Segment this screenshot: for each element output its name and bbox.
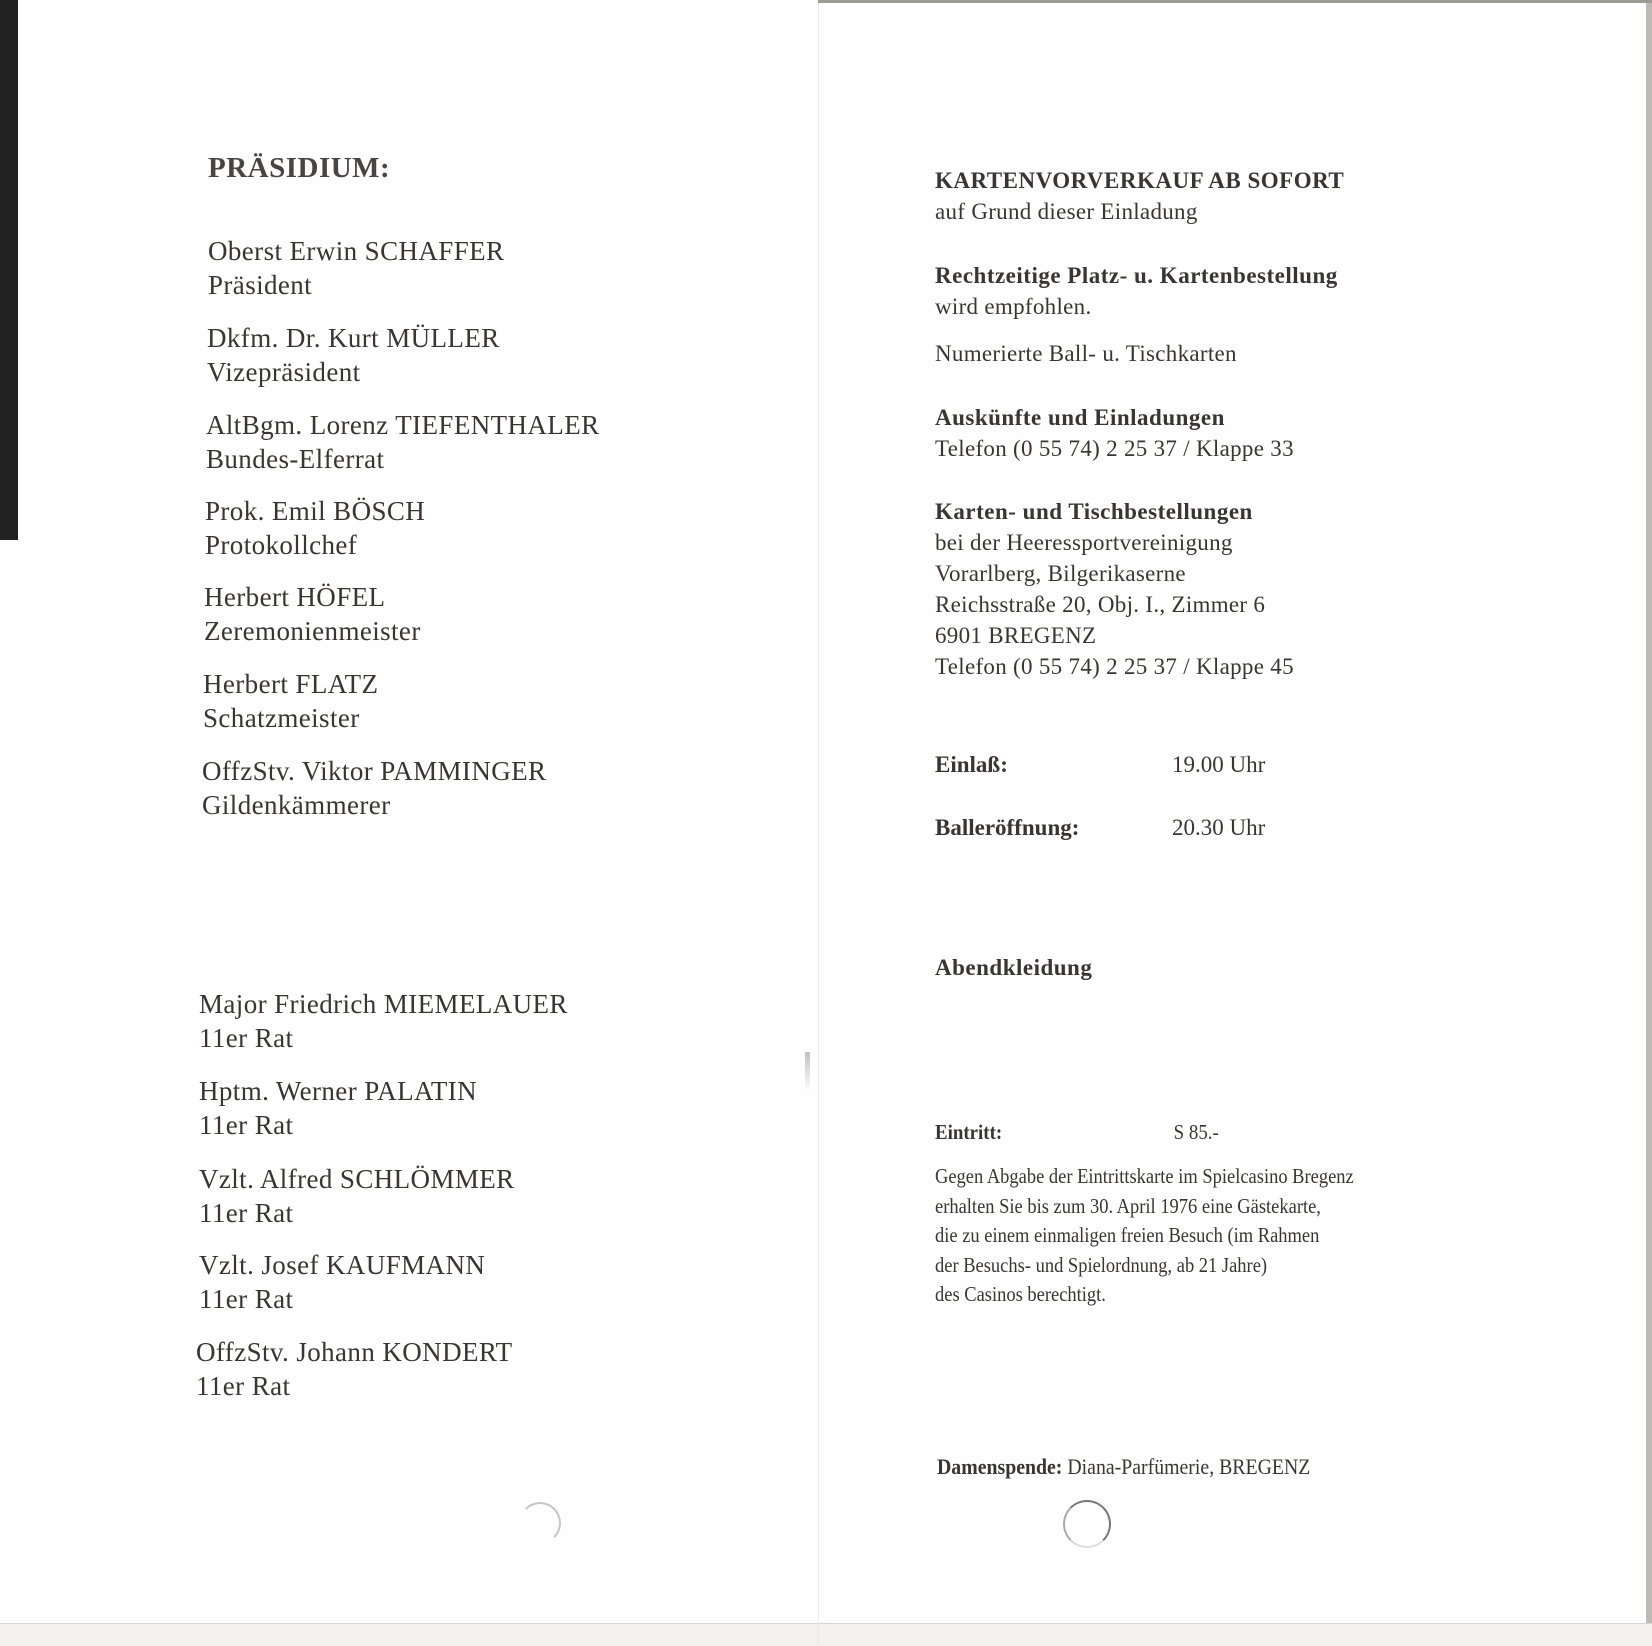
council-member xyxy=(199,1248,485,1316)
fold-line xyxy=(818,0,819,1646)
booking-heading: Rechtzeitige Platz- u. Kartenbestellung xyxy=(935,263,1338,288)
presidium-member xyxy=(208,234,504,302)
member-role: 11er Rat xyxy=(199,1023,294,1053)
orders-line: Telefon (0 55 74) 2 25 37 / Klappe 45 xyxy=(935,654,1294,679)
top-shadow xyxy=(818,0,1652,3)
info-phone: Telefon (0 55 74) 2 25 37 / Klappe 33 xyxy=(935,436,1294,461)
casino-line: der Besuchs- und Spielordnung, ab 21 Jahre) xyxy=(935,1252,1268,1277)
casino-line: die zu einem einmaligen freien Besuch (im Rahmen xyxy=(935,1223,1320,1247)
paper-speck xyxy=(805,1052,810,1092)
member-role: 11er Rat xyxy=(196,1371,291,1401)
member-role: Protokollchef xyxy=(205,530,358,560)
entry-time-value: 19.00 Uhr xyxy=(1172,752,1266,777)
punch-hole-right xyxy=(1063,1500,1111,1548)
scan-edge-left xyxy=(0,0,18,540)
orders-line: 6901 BREGENZ xyxy=(935,623,1097,648)
numbered-tickets xyxy=(935,338,1237,369)
member-role: Gildenkämmerer xyxy=(202,790,391,820)
ladies-gift-value: Diana-Parfümerie, BREGENZ xyxy=(1067,1454,1311,1479)
member-role: Schatzmeister xyxy=(203,703,360,733)
presidium-member xyxy=(202,754,546,822)
dress-code-text: Abendkleidung xyxy=(935,955,1093,980)
member-name: Oberst Erwin SCHAFFER xyxy=(208,236,505,266)
member-name: Major Friedrich MIEMELAUER xyxy=(199,989,568,1019)
orders-block xyxy=(935,496,1294,682)
dress-code xyxy=(935,952,1092,983)
opening-time-label: Balleröffnung: xyxy=(935,815,1080,840)
council-member xyxy=(196,1335,513,1403)
orders-line: Vorarlberg, Bilgerikaserne xyxy=(935,561,1186,586)
presidium-member xyxy=(205,494,425,562)
member-name: OffzStv. Viktor PAMMINGER xyxy=(202,756,547,786)
member-role: Vizepräsident xyxy=(207,357,361,387)
member-role: Zeremonienmeister xyxy=(204,616,421,646)
member-name: Hptm. Werner PALATIN xyxy=(199,1076,478,1106)
casino-line: des Casinos berechtigt. xyxy=(935,1282,1106,1306)
ladies-gift-label: Damenspende: xyxy=(937,1454,1063,1479)
member-role: 11er Rat xyxy=(199,1284,294,1314)
presidium-member xyxy=(207,321,500,389)
presidium-member xyxy=(204,580,421,648)
scan-edge-bottom xyxy=(0,1623,1652,1646)
member-role: Bundes-Elferrat xyxy=(206,444,385,474)
presale-text: auf Grund dieser Einladung xyxy=(935,199,1198,224)
member-role: Präsident xyxy=(208,270,313,300)
admission-label: Eintritt: xyxy=(935,1120,1003,1144)
admission-value: S 85.- xyxy=(1173,1120,1219,1144)
opening-time-value: 20.30 Uhr xyxy=(1172,815,1266,840)
orders-line: bei der Heeressportvereinigung xyxy=(935,530,1233,555)
presidium-title: PRÄSIDIUM: xyxy=(208,152,391,184)
member-role: 11er Rat xyxy=(199,1110,294,1140)
info-block xyxy=(935,402,1294,464)
casino-line: erhalten Sie bis zum 30. April 1976 eine Gästekarte, xyxy=(935,1193,1321,1218)
info-heading: Auskünfte und Einladungen xyxy=(935,405,1225,430)
presidium-member xyxy=(206,408,600,476)
council-member xyxy=(199,1162,515,1230)
member-name: Dkfm. Dr. Kurt MÜLLER xyxy=(207,323,500,353)
punch-hole-left xyxy=(519,1502,561,1544)
presale-heading: KARTENVORVERKAUF AB SOFORT xyxy=(935,168,1345,193)
ladies-gift xyxy=(937,1454,1310,1480)
member-name: Prok. Emil BÖSCH xyxy=(205,496,426,526)
member-role: 11er Rat xyxy=(199,1198,294,1228)
orders-line: Reichsstraße 20, Obj. I., Zimmer 6 xyxy=(935,592,1266,617)
member-name: Vzlt. Alfred SCHLÖMMER xyxy=(199,1164,515,1194)
presidium-member xyxy=(203,667,378,735)
member-name: Herbert FLATZ xyxy=(203,669,379,699)
member-name: Herbert HÖFEL xyxy=(204,582,386,612)
booking-block xyxy=(935,260,1338,322)
casino-notice xyxy=(935,1162,1354,1310)
numbered-tickets-text: Numerierte Ball- u. Tischkarten xyxy=(935,341,1237,366)
entry-time-label: Einlaß: xyxy=(935,752,1008,777)
booking-text: wird empfohlen. xyxy=(935,294,1092,319)
presale-block xyxy=(935,165,1344,227)
council-member xyxy=(199,1074,477,1142)
council-member xyxy=(199,987,568,1055)
member-name: OffzStv. Johann KONDERT xyxy=(196,1337,513,1367)
scan-edge-right xyxy=(1646,0,1652,1646)
member-name: AltBgm. Lorenz TIEFENTHALER xyxy=(206,410,600,440)
casino-line: Gegen Abgabe der Eintrittskarte im Spielcasino Bregenz xyxy=(935,1164,1354,1188)
admission xyxy=(935,1120,1219,1145)
member-name: Vzlt. Josef KAUFMANN xyxy=(199,1250,486,1280)
orders-heading: Karten- und Tischbestellungen xyxy=(935,499,1253,524)
